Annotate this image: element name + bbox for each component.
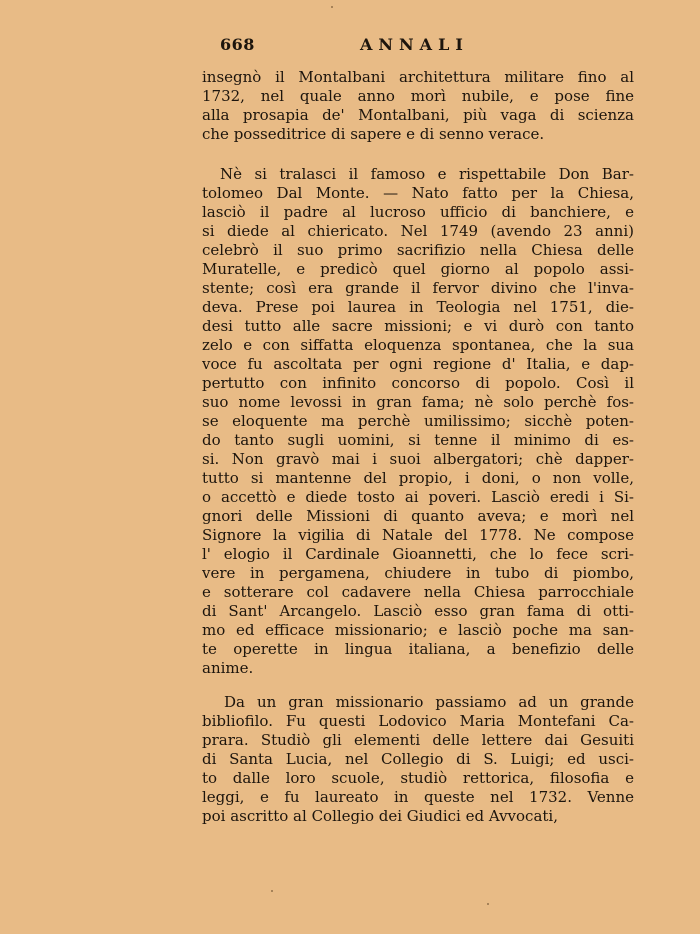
text-line: suo nome levossi in gran fama; nè solo perchè fos-	[202, 393, 634, 411]
text-line: o accettò e diede tosto ai poveri. Lasciò eredi i Si-	[202, 488, 634, 506]
text-line: lasciò il padre al lucroso ufficio di banchiere, e	[202, 203, 634, 221]
text-line: insegnò il Montalbani architettura militare fino al	[202, 68, 634, 86]
text-line: di Sant' Arcangelo. Lasciò esso gran fama di otti-	[202, 602, 634, 620]
paper-speck	[331, 6, 333, 8]
text-line: mo ed efficace missionario; e lasciò poche ma san-	[202, 621, 634, 639]
text-line: gnori delle Missioni di quanto aveva; e morì nel	[202, 507, 634, 525]
text-line: desi tutto alle sacre missioni; e vi durò con tanto	[202, 317, 634, 335]
text-line: che posseditrice di sapere e di senno verace.	[202, 125, 545, 143]
text-line: Muratelle, e predicò quel giorno al popolo assi-	[202, 260, 634, 278]
text-line: si. Non gravò mai i suoi albergatori; chè dapper-	[202, 450, 634, 468]
paragraph-montefani	[202, 693, 634, 826]
text-line: poi ascritto al Collegio dei Giudici ed Avvocati,	[202, 807, 558, 825]
text-line: tutto si mantenne del propio, i doni, o non volle,	[202, 469, 634, 487]
paragraph-montalbani	[202, 68, 634, 144]
text-line: stente; così era grande il fervor divino che l'inva-	[202, 279, 634, 297]
text-line: alla prosapia de' Montalbani, più vaga di scienza	[202, 106, 634, 124]
text-line: Nè si tralasci il famoso e rispettabile Don Bar-	[220, 165, 634, 183]
text-line: bibliofilo. Fu questi Lodovico Maria Montefani Ca-	[202, 712, 634, 730]
paper-speck	[487, 903, 489, 905]
text-line: do tanto sugli uomini, si tenne il minimo di es-	[202, 431, 634, 449]
text-line: te operette in lingua italiana, a benefizio delle	[202, 640, 634, 658]
text-line: e sotterare col cadavere nella Chiesa parrocchiale	[202, 583, 634, 601]
text-line: se eloquente ma perchè umilissimo; sicchè poten-	[202, 412, 634, 430]
running-head: ANNALI	[360, 35, 469, 54]
text-line: 1732, nel quale anno morì nubile, e pose fine	[202, 87, 634, 105]
text-line: anime.	[202, 659, 254, 677]
text-line: prara. Studiò gli elementi delle lettere dai Gesuiti	[202, 731, 634, 749]
text-line: l' elogio il Cardinale Gioannetti, che lo fece scri-	[202, 545, 634, 563]
text-line: si diede al chiericato. Nel 1749 (avendo 23 anni)	[202, 222, 634, 240]
text-line: leggi, e fu laureato in queste nel 1732. Venne	[202, 788, 634, 806]
text-line: to dalle loro scuole, studiò rettorica, filosofia e	[202, 769, 634, 787]
text-line: di Santa Lucia, nel Collegio di S. Luigi; ed usci-	[202, 750, 634, 768]
page-number: 668	[220, 35, 255, 54]
text-line: zelo e con siffatta eloquenza spontanea, che la sua	[202, 336, 634, 354]
text-line: Signore la vigilia di Natale del 1778. Ne compose	[202, 526, 634, 544]
text-line: celebrò il suo primo sacrifizio nella Chiesa delle	[202, 241, 634, 259]
text-line: vere in pergamena, chiudere in tubo di piombo,	[202, 564, 634, 582]
text-line: pertutto con infinito concorso di popolo. Così il	[202, 374, 634, 392]
text-line: tolomeo Dal Monte. — Nato fatto per la Chiesa,	[202, 184, 634, 202]
text-line: voce fu ascoltata per ogni regione d' Italia, e dap-	[202, 355, 634, 373]
paragraph-dal-monte	[202, 165, 634, 678]
text-line: deva. Prese poi laurea in Teologia nel 1751, die-	[202, 298, 634, 316]
paper-speck	[271, 890, 273, 892]
page-header	[220, 35, 640, 59]
text-line: Da un gran missionario passiamo ad un grande	[224, 693, 634, 711]
